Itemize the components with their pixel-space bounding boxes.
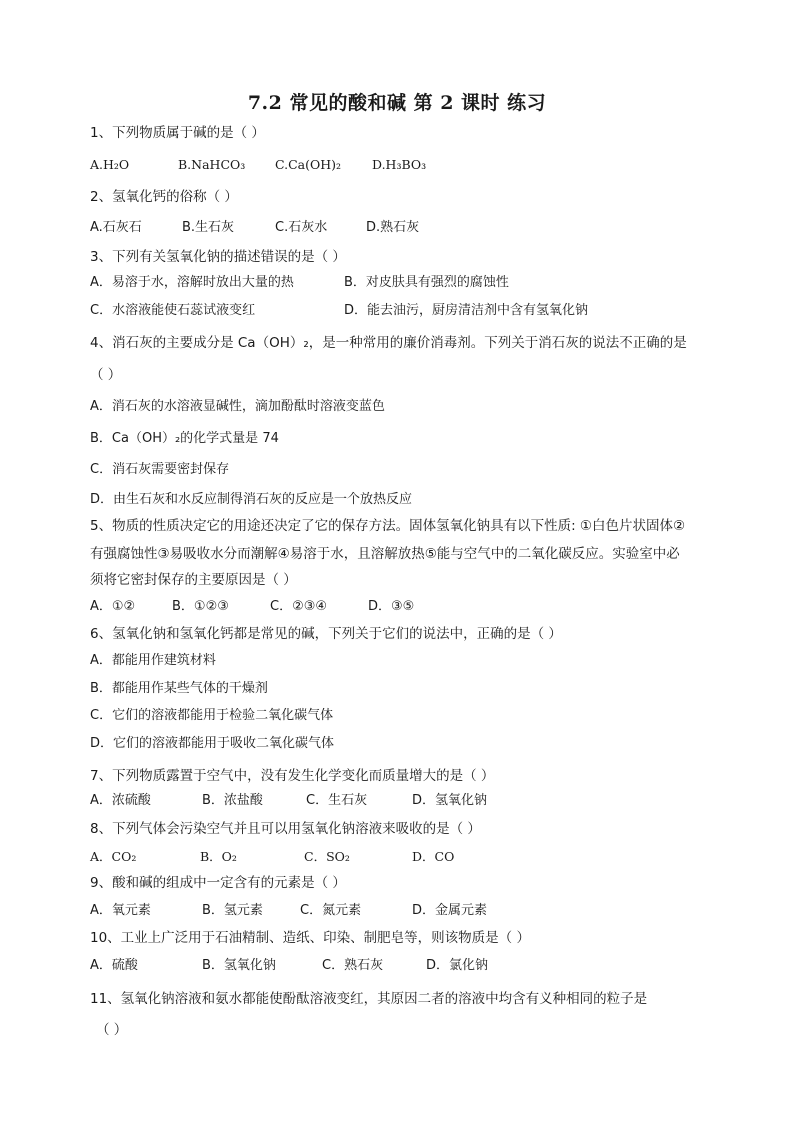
question-8-stem: 8、下列气体会污染空气并且可以用氢氧化钠溶液来吸收的是（ ）: [90, 821, 481, 837]
q4-option-c: C．消石灰需要密封保存: [90, 462, 230, 477]
q2-option-d: D.熟石灰: [366, 220, 420, 235]
q5-option-c: C．②③④: [270, 599, 328, 614]
q6-option-a: A．都能用作建筑材料: [90, 653, 216, 668]
q7-option-c: C．生石灰: [306, 793, 368, 808]
question-5-stem-cont1: 有强腐蚀性③易吸收水分而潮解④易溶于水，且溶解放热⑤能与空气中的二氧化碳反应。实验室中必: [90, 546, 680, 562]
q10-option-a: A．硫酸: [90, 958, 138, 973]
q1-option-c: C.Ca(OH)₂: [275, 157, 342, 172]
question-11-stem: 11、氢氧化钠溶液和氨水都能使酚酞溶液变红，其原因二者的溶液中均含有义种相同的粒子是: [90, 991, 648, 1007]
q4-option-b: B．Ca（OH）₂的化学式量是 74: [90, 431, 279, 446]
q8-option-b: B．O₂: [200, 849, 237, 864]
q10-option-c: C．熟石灰: [322, 958, 384, 973]
q5-option-d: D．③⑤: [368, 599, 415, 614]
question-10-stem: 10、工业上广泛用于石油精制、造纸、印染、制肥皂等，则该物质是（ ）: [90, 930, 530, 946]
q4-option-a: A．消石灰的水溶液显碱性，滴加酚酞时溶液变蓝色: [90, 399, 385, 414]
q1-option-a: A.H₂O: [90, 157, 130, 172]
question-7-stem: 7、下列物质露置于空气中，没有发生化学变化而质量增大的是（ ）: [90, 768, 495, 784]
q10-option-b: B．氢氧化钠: [202, 958, 276, 973]
q9-option-a: A．氧元素: [90, 903, 151, 918]
q7-option-b: B．浓盐酸: [202, 793, 263, 808]
q3-option-d: D．能去油污，厨房清洁剂中含有氢氧化钠: [344, 303, 589, 318]
q9-option-c: C．氮元素: [300, 903, 362, 918]
q8-option-a: A．CO₂: [90, 849, 137, 864]
q4-option-d: D．由生石灰和水反应制得消石灰的反应是一个放热反应: [90, 492, 413, 507]
q8-option-c: C．SO₂: [304, 849, 350, 864]
q10-option-d: D．氯化钠: [426, 958, 489, 973]
q5-option-a: A．①②: [90, 599, 136, 614]
q6-option-d: D．它们的溶液都能用于吸收二氧化碳气体: [90, 736, 335, 751]
q7-option-d: D．氢氧化钠: [412, 793, 488, 808]
question-3-stem: 3、下列有关氢氧化钠的描述错误的是（ ）: [90, 249, 346, 265]
question-6-stem: 6、氢氧化钠和氢氧化钙都是常见的碱，下列关于它们的说法中，正确的是（ ）: [90, 626, 562, 642]
q9-option-d: D．金属元素: [412, 903, 488, 918]
q5-option-b: B．①②③: [172, 599, 229, 614]
question-2-stem: 2、氢氧化钙的俗称（ ）: [90, 189, 238, 205]
question-5-stem-cont2: 须将它密封保存的主要原因是（ ）: [90, 572, 297, 588]
q9-option-b: B．氢元素: [202, 903, 263, 918]
q3-option-b: B．对皮肤具有强烈的腐蚀性: [344, 275, 509, 290]
q3-option-c: C．水溶液能使石蕊试液变红: [90, 303, 256, 318]
q2-option-b: B.生石灰: [182, 220, 235, 235]
question-1-stem: 1、下列物质属于碱的是（ ）: [90, 125, 265, 141]
question-11-stem-cont: （ ）: [96, 1022, 128, 1038]
question-5-stem: 5、物质的性质决定它的用途还决定了它的保存方法。固体氢氧化钠具有以下性质: ①白色片状固体②: [90, 518, 686, 534]
page-title: 7.2 常见的酸和碱 第 2 课时 练习: [247, 92, 547, 114]
q6-option-b: B．都能用作某些气体的干燥剂: [90, 681, 268, 696]
q6-option-c: C．它们的溶液都能用于检验二氧化碳气体: [90, 708, 334, 723]
q1-option-b: B.NaHCO₃: [178, 157, 246, 172]
q2-option-a: A.石灰石: [90, 220, 142, 235]
q8-option-d: D．CO: [412, 849, 455, 864]
question-4-stem-cont: （ ）: [90, 367, 122, 383]
q2-option-c: C.石灰水: [275, 220, 328, 235]
question-4-stem: 4、消石灰的主要成分是 Ca（OH）₂，是一种常用的廉价消毒剂。下列关于消石灰的说法不正确的是: [90, 335, 687, 351]
question-9-stem: 9、酸和碱的组成中一定含有的元素是（ ）: [90, 875, 346, 891]
q1-option-d: D.H₃BO₃: [372, 157, 427, 172]
q3-option-a: A．易溶于水，溶解时放出大量的热: [90, 275, 294, 290]
q7-option-a: A．浓硫酸: [90, 793, 151, 808]
